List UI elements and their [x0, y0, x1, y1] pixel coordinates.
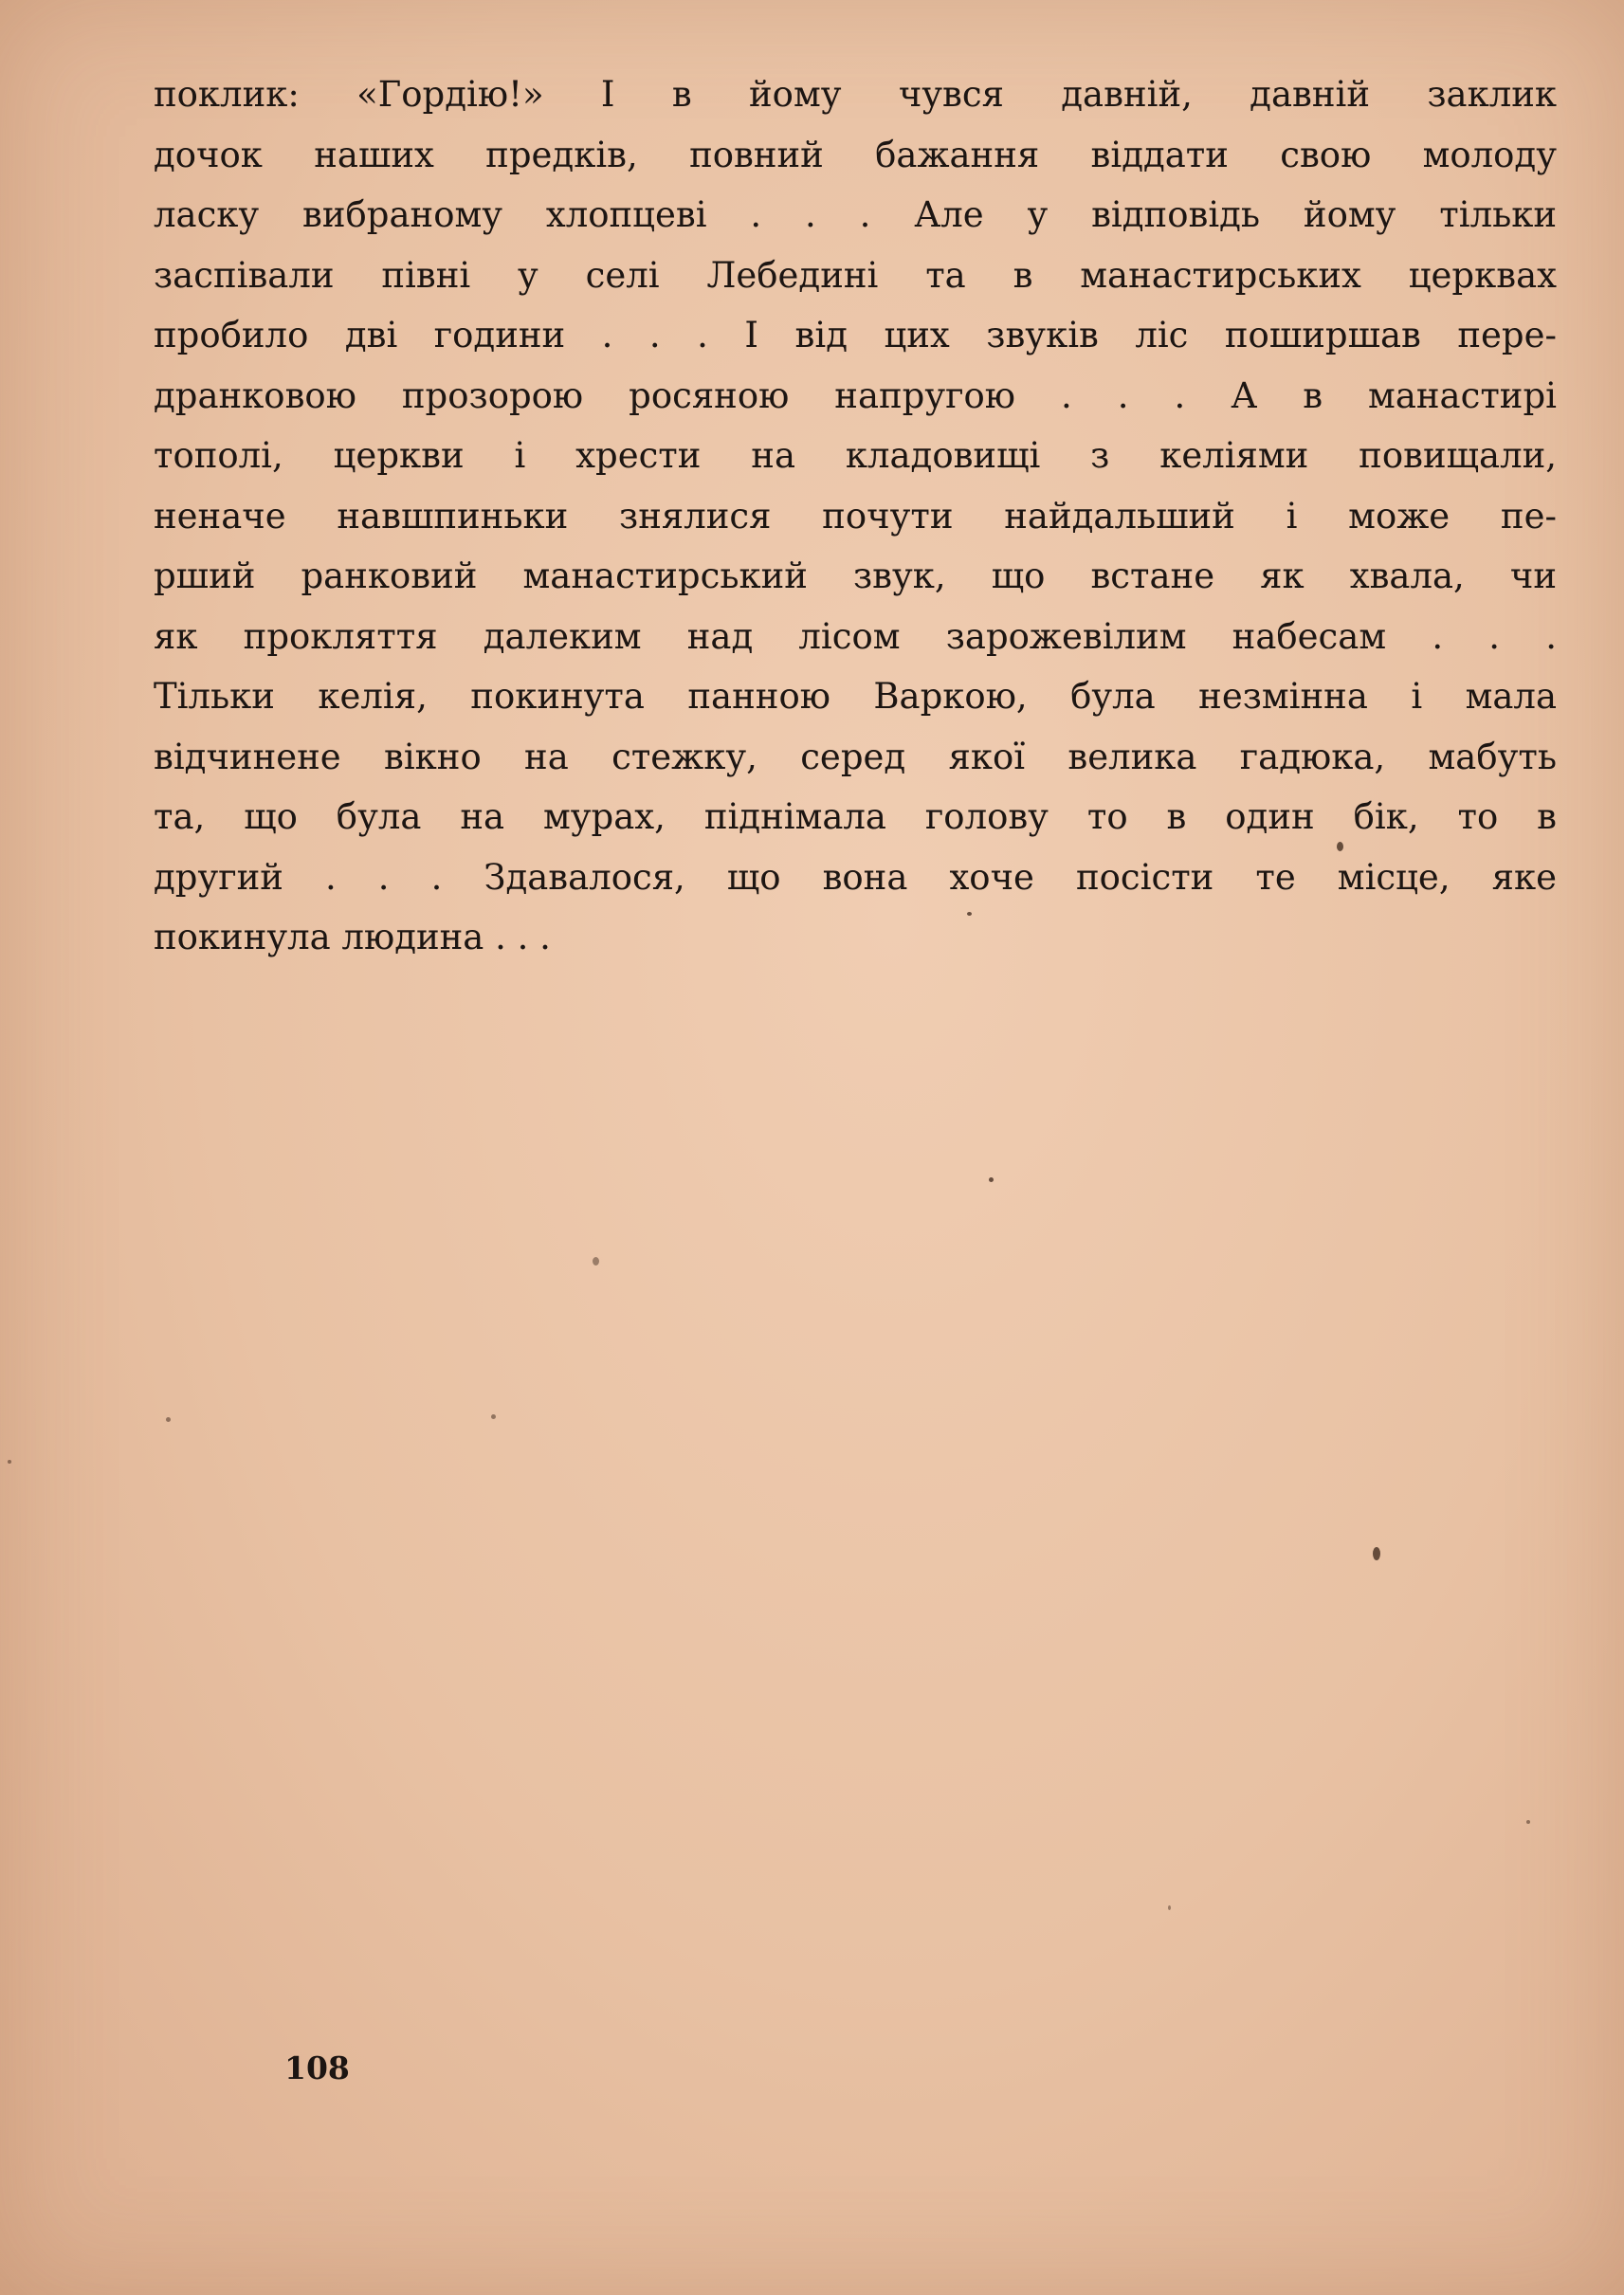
text-line: пробило дві години . . . І від цих звуків ліс поширшав пере- [154, 315, 1557, 355]
paper-speck [593, 1257, 599, 1266]
page-number: 108 [284, 2049, 350, 2086]
paper-speck [1373, 1547, 1380, 1560]
text-line: заспівали півні у селі Лебедині та в манастирських церквах [154, 254, 1557, 296]
paper-speck [1168, 1905, 1171, 1910]
paper-speck [1526, 1820, 1530, 1824]
paper-speck [491, 1414, 496, 1419]
text-line: та, що була на мурах, піднімала голову то в один бік, то в [154, 796, 1557, 837]
text-line: дочок наших предків, повний бажання віддати свою молоду [154, 134, 1557, 175]
paper-speck [8, 1460, 11, 1464]
text-line: рший ранковий манастирський звук, що встане як хвала, чи [154, 556, 1557, 596]
text-line: другий . . . Здавалося, що вона хоче посісти те місце, яке [154, 856, 1557, 898]
text-line: покинула людина . . . [154, 917, 551, 957]
body-text [154, 64, 1557, 968]
text-line: поклик: «Гордію!» І в йому чувся давній, давній заклик [154, 74, 1557, 115]
text-line: Тільки келія, покинута панною Варкою, була незмінна і мала [154, 676, 1557, 717]
text-line: дранковою прозорою росяною напругою . . . А в манастирі [154, 374, 1557, 416]
paper-speck [989, 1177, 994, 1182]
text-line: ласку вибраному хлопцеві . . . Але у відповідь йому тільки [154, 194, 1557, 235]
text-line: як прокляття далеким над лісом зарожевілим набесам . . . [154, 615, 1557, 657]
paper-speck [166, 1417, 171, 1422]
text-line: неначе навшпиньки знялися почути найдальший і може пе- [154, 495, 1557, 537]
text-line: тополі, церкви і хрести на кладовищі з келіями повищали, [154, 435, 1557, 476]
text-line: відчинене вікно на стежку, серед якої велика гадюка, мабуть [154, 736, 1557, 777]
